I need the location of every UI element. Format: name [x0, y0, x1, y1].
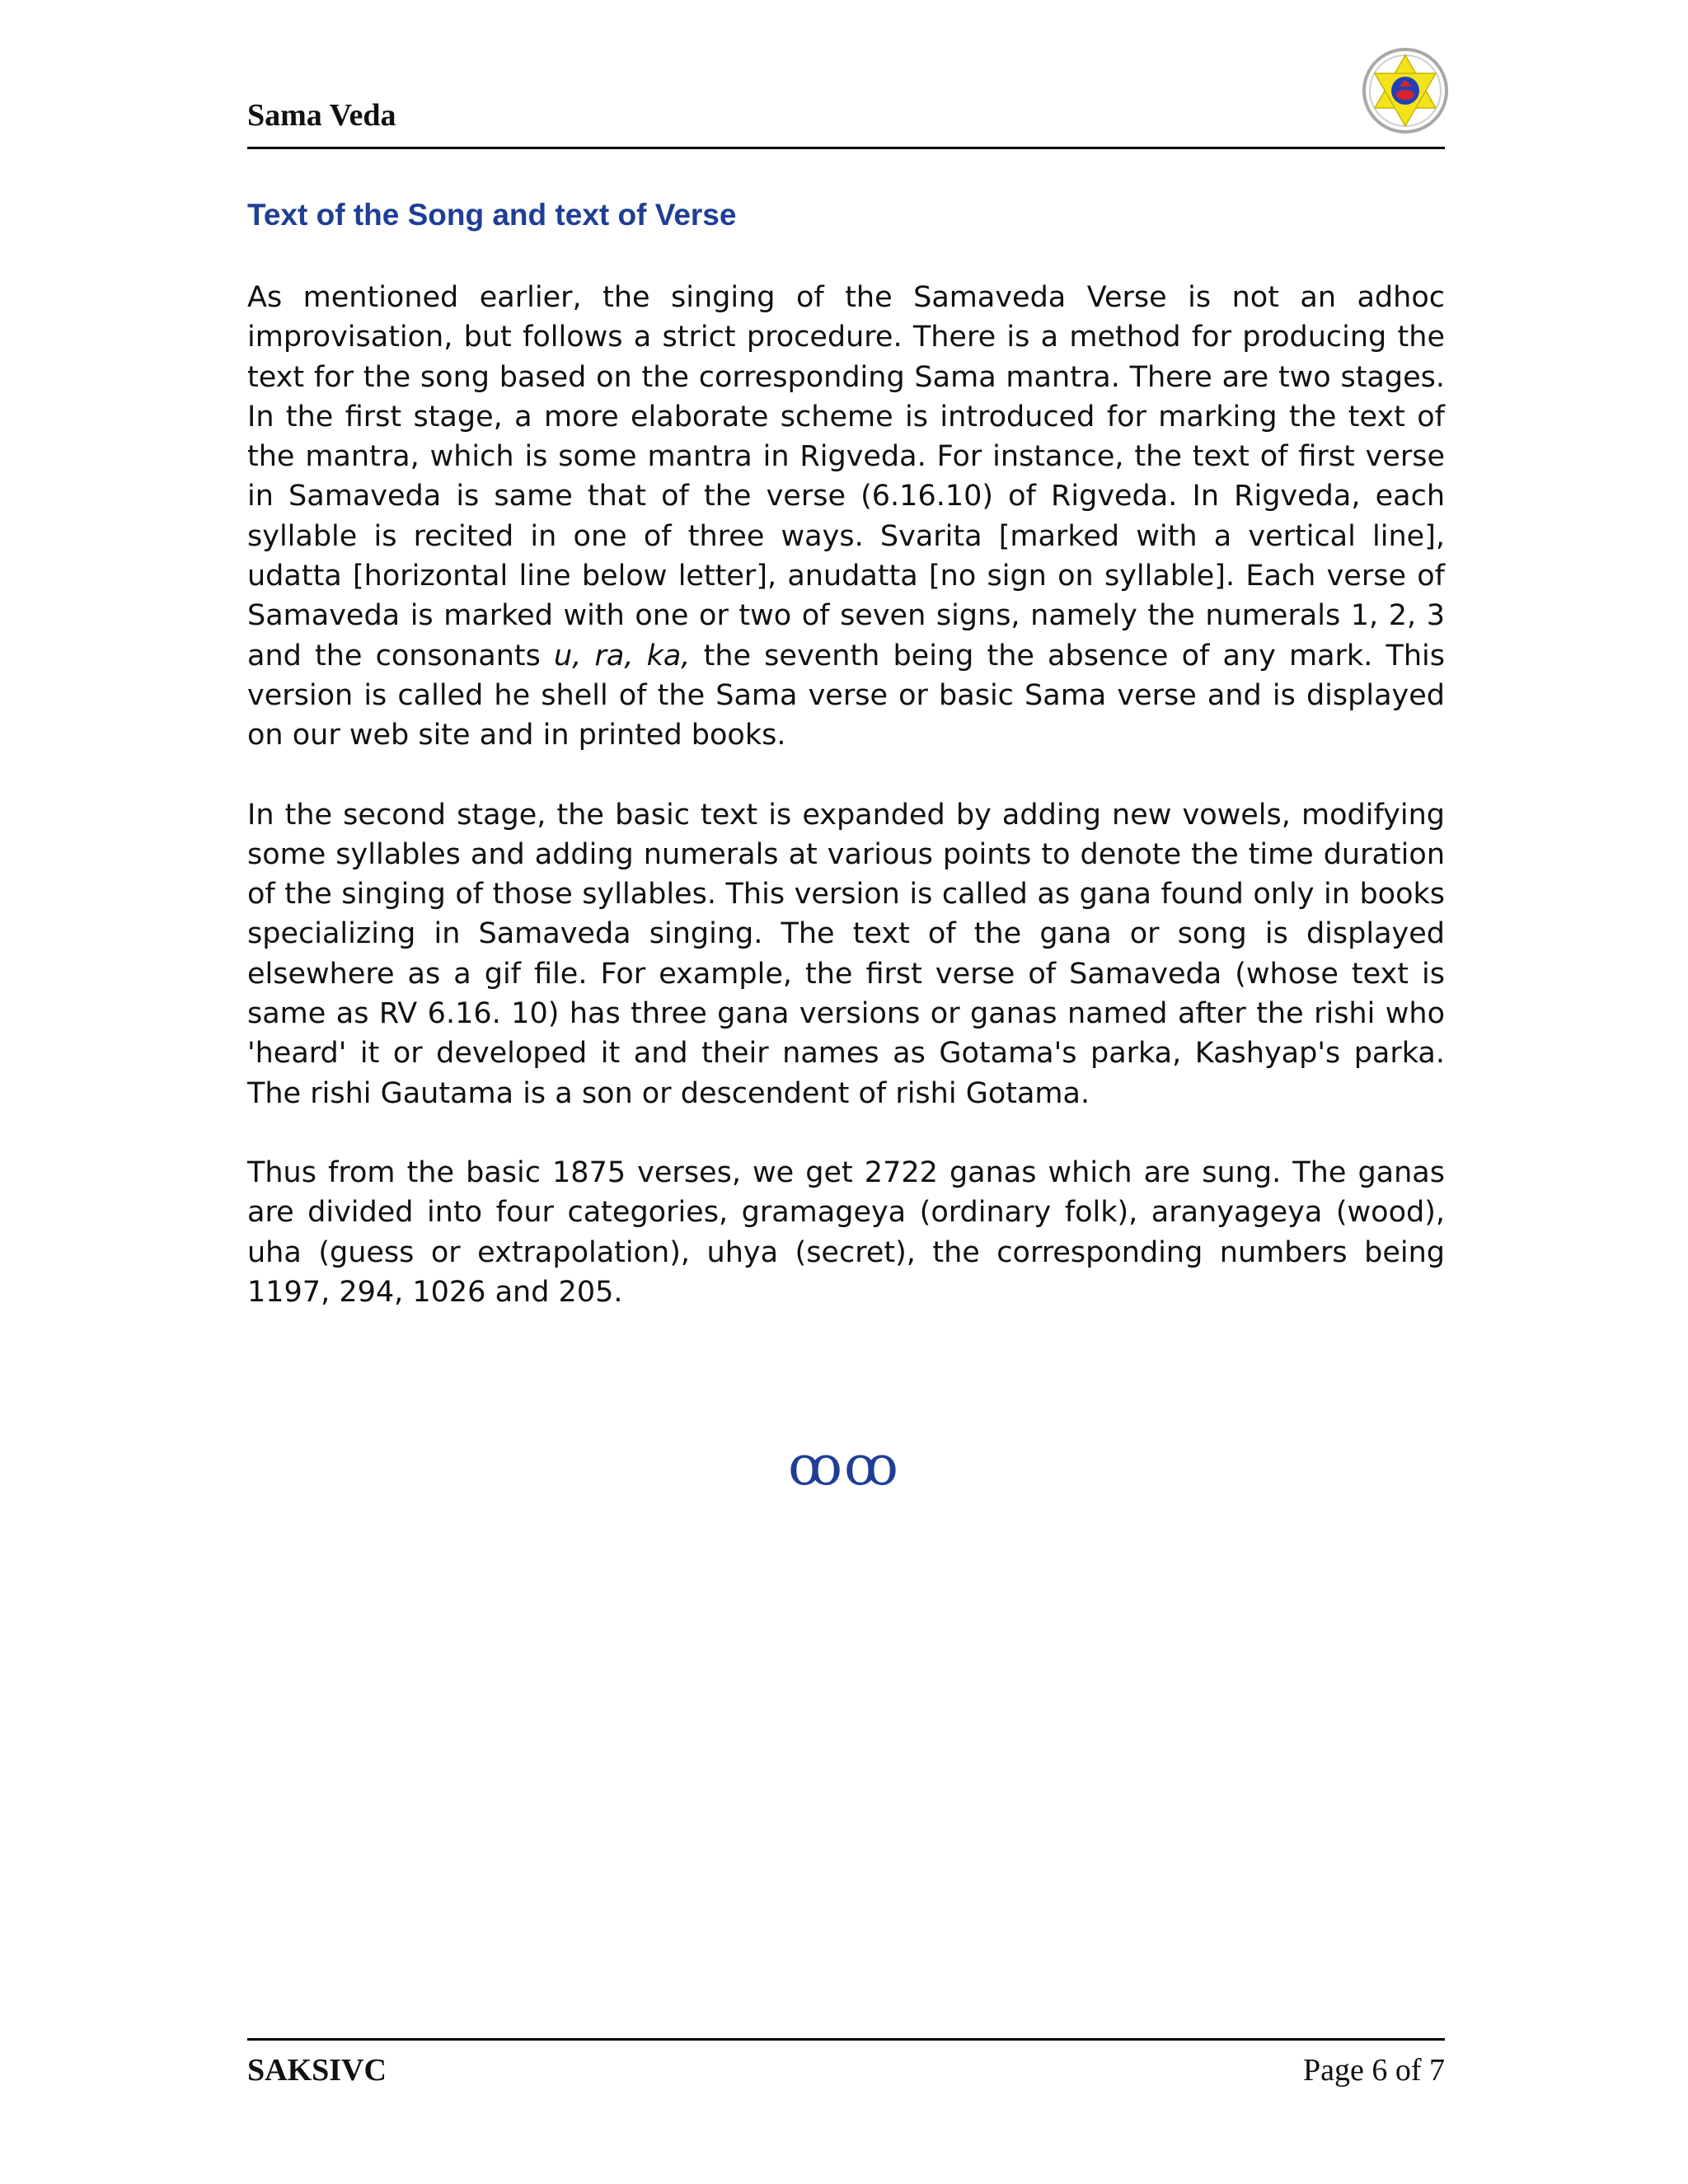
footer-organization: SAKSIVC [247, 2053, 387, 2088]
paragraph-1 [247, 278, 1445, 756]
star-of-david-emblem-icon [1360, 45, 1451, 136]
paragraph-1-text-end: the seventh being the absence of any mark. This version is called he shell of the Sama verse or basic Sama verse and is displayed on our web site and in printed books. [247, 639, 1445, 752]
paragraph-1-italic-consonants: u, ra, ka, [554, 639, 691, 673]
header-divider [247, 147, 1445, 149]
section-heading: Text of the Song and text of Verse [247, 198, 737, 232]
document-header-title: Sama Veda [247, 98, 396, 133]
page-number: Page 6 of 7 [1302, 2053, 1445, 2088]
paragraph-2: In the second stage, the basic text is expanded by adding new vowels, modifying some syllables and adding numerals at various points to denote the time duration of the singing of those syllables. This version is called as gana found only in books specializing in Samaveda singing. The text of the gana or song is displayed elsewhere as a gif file. For example, the first verse of Samaveda (whose text is same as RV 6.16. 10) has three gana versions or ganas named after the rishi who 'heard' it or developed it and their names as Gotama's parka, Kashyap's parka. The rishi Gautama is a son or descendent of rishi Gotama. [247, 798, 1445, 1110]
paragraph-1-text: As mentioned earlier, the singing of the Samaveda Verse is not an adhoc improvisation, but follows a strict procedure. There is a method for producing the text for the song based on the corresponding Sama mantra. There are two stages. In the first stage, a more elaborate scheme is introduced for marking the text of the mantra, which is some mantra in Rigveda. For instance, the text of first verse in Samaveda is same that of the verse (6.16.10) of Rigveda. In Rigveda, each syllable is recited in one of three ways. Svarita [marked with a vertical line], udatta [horizontal line below letter], anudatta [no sign on syllable]. Each verse of Samaveda is marked with one or two of seven signs, namely the numerals 1, 2, 3 and the consonants [247, 281, 1445, 673]
footer-divider [247, 2038, 1445, 2041]
section-end-ornament: ꝏꝏ [788, 1434, 900, 1497]
body-text [247, 278, 1445, 1352]
paragraph-3: Thus from the basic 1875 verses, we get 2722 ganas which are sung. The ganas are divided into four categories, gramageya (ordinary folk), aranyageya (wood), uha (guess or extrapolation), uhya (secret), the corresponding numbers being 1197, 294, 1026 and 205. [247, 1155, 1445, 1309]
